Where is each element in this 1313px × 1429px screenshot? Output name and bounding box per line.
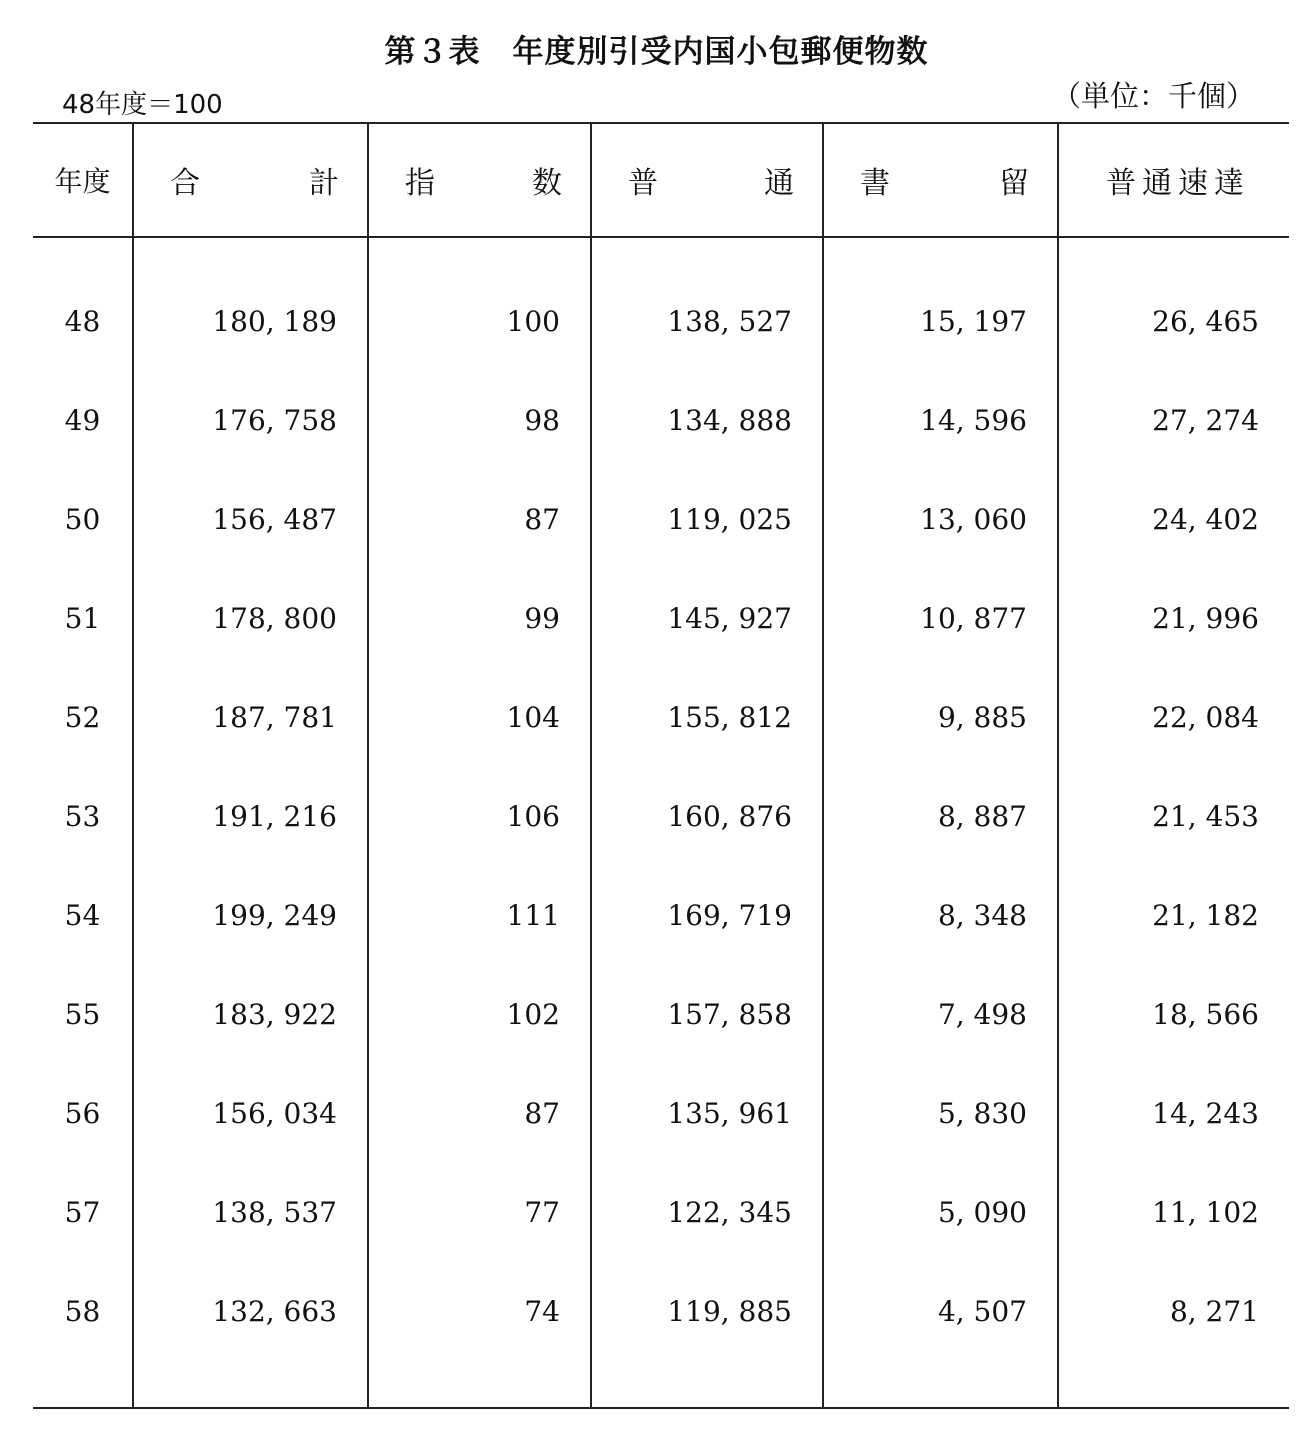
table-row (33, 1262, 1289, 1361)
express-cell: 8, 271 (1169, 1295, 1259, 1328)
header-row (33, 123, 1289, 237)
table-row (33, 965, 1289, 1064)
table-title: 第３表 年度別引受内国小包郵便物数 (384, 34, 929, 70)
index-cell: 98 (368, 371, 591, 470)
header-express: 普通速達 (1058, 123, 1289, 237)
index-cell: 102 (368, 965, 591, 1064)
ordinary-cell: 122, 345 (591, 1163, 823, 1262)
index-cell: 111 (368, 866, 591, 965)
table-row (33, 470, 1289, 569)
express-cell: 14, 243 (1152, 1097, 1259, 1130)
header-ordinary (591, 123, 823, 237)
total-cell: 183, 922 (133, 965, 368, 1064)
table-bottom-spacer (33, 1361, 1289, 1408)
header-total-char-2: 計 (309, 166, 339, 201)
header-total-char-1: 合 (170, 166, 200, 201)
table-top-spacer (33, 237, 1289, 272)
total-cell: 156, 034 (133, 1064, 368, 1163)
express-cell: 21, 182 (1152, 899, 1259, 932)
header-index-char-1: 指 (405, 166, 435, 201)
express-cell: 18, 566 (1152, 998, 1259, 1031)
table-row (33, 272, 1289, 371)
header-registered (823, 123, 1058, 237)
ordinary-cell: 155, 812 (591, 668, 823, 767)
year-cell: 51 (33, 569, 133, 668)
registered-cell: 8, 887 (823, 767, 1058, 866)
registered-cell: 9, 885 (823, 668, 1058, 767)
index-cell: 100 (368, 272, 591, 371)
express-cell: 22, 084 (1152, 701, 1259, 734)
registered-cell: 5, 830 (823, 1064, 1058, 1163)
header-registered-char-1: 書 (860, 166, 890, 201)
total-cell: 178, 800 (133, 569, 368, 668)
header-index (368, 123, 591, 237)
registered-cell: 10, 877 (823, 569, 1058, 668)
ordinary-cell: 145, 927 (591, 569, 823, 668)
parcel-statistics-table (33, 122, 1289, 1409)
index-cell: 87 (368, 470, 591, 569)
ordinary-cell: 138, 527 (591, 272, 823, 371)
express-cell: 24, 402 (1152, 503, 1259, 536)
table-row (33, 1064, 1289, 1163)
index-cell: 77 (368, 1163, 591, 1262)
express-cell: 21, 996 (1152, 602, 1259, 635)
registered-cell: 7, 498 (823, 965, 1058, 1064)
year-cell: 57 (33, 1163, 133, 1262)
header-ordinary-char-1: 普 (628, 166, 658, 201)
ordinary-cell: 135, 961 (591, 1064, 823, 1163)
year-cell: 49 (33, 371, 133, 470)
total-cell: 156, 487 (133, 470, 368, 569)
total-cell: 132, 663 (133, 1262, 368, 1361)
table-row (33, 569, 1289, 668)
year-cell: 56 (33, 1064, 133, 1163)
index-cell: 74 (368, 1262, 591, 1361)
express-cell: 27, 274 (1152, 404, 1259, 437)
registered-cell: 8, 348 (823, 866, 1058, 965)
header-total (133, 123, 368, 237)
table-body (33, 237, 1289, 1408)
ordinary-cell: 169, 719 (591, 866, 823, 965)
year-cell: 52 (33, 668, 133, 767)
table-row (33, 866, 1289, 965)
header-year: 年度 (33, 123, 133, 237)
year-cell: 58 (33, 1262, 133, 1361)
header-ordinary-char-2: 通 (764, 166, 794, 201)
table-row (33, 371, 1289, 470)
total-cell: 187, 781 (133, 668, 368, 767)
ordinary-cell: 119, 025 (591, 470, 823, 569)
registered-cell: 13, 060 (823, 470, 1058, 569)
total-cell: 176, 758 (133, 371, 368, 470)
index-cell: 99 (368, 569, 591, 668)
registered-cell: 15, 197 (823, 272, 1058, 371)
table-row (33, 1163, 1289, 1262)
express-cell: 26, 465 (1152, 305, 1259, 338)
table-row (33, 668, 1289, 767)
year-cell: 53 (33, 767, 133, 866)
year-cell: 48 (33, 272, 133, 371)
total-cell: 191, 216 (133, 767, 368, 866)
registered-cell: 4, 507 (823, 1262, 1058, 1361)
express-cell: 11, 102 (1152, 1196, 1259, 1229)
ordinary-cell: 157, 858 (591, 965, 823, 1064)
year-cell: 55 (33, 965, 133, 1064)
header-registered-char-2: 留 (999, 166, 1029, 201)
year-cell: 54 (33, 866, 133, 965)
year-cell: 50 (33, 470, 133, 569)
index-cell: 106 (368, 767, 591, 866)
ordinary-cell: 160, 876 (591, 767, 823, 866)
base-year-note: 48年度＝100 (62, 90, 223, 120)
table-row (33, 767, 1289, 866)
unit-note: （単位：千個） (1051, 79, 1255, 113)
ordinary-cell: 134, 888 (591, 371, 823, 470)
index-cell: 87 (368, 1064, 591, 1163)
registered-cell: 5, 090 (823, 1163, 1058, 1262)
total-cell: 180, 189 (133, 272, 368, 371)
total-cell: 199, 249 (133, 866, 368, 965)
ordinary-cell: 119, 885 (591, 1262, 823, 1361)
registered-cell: 14, 596 (823, 371, 1058, 470)
total-cell: 138, 537 (133, 1163, 368, 1262)
express-cell: 21, 453 (1152, 800, 1259, 833)
header-index-char-2: 数 (532, 166, 562, 201)
index-cell: 104 (368, 668, 591, 767)
